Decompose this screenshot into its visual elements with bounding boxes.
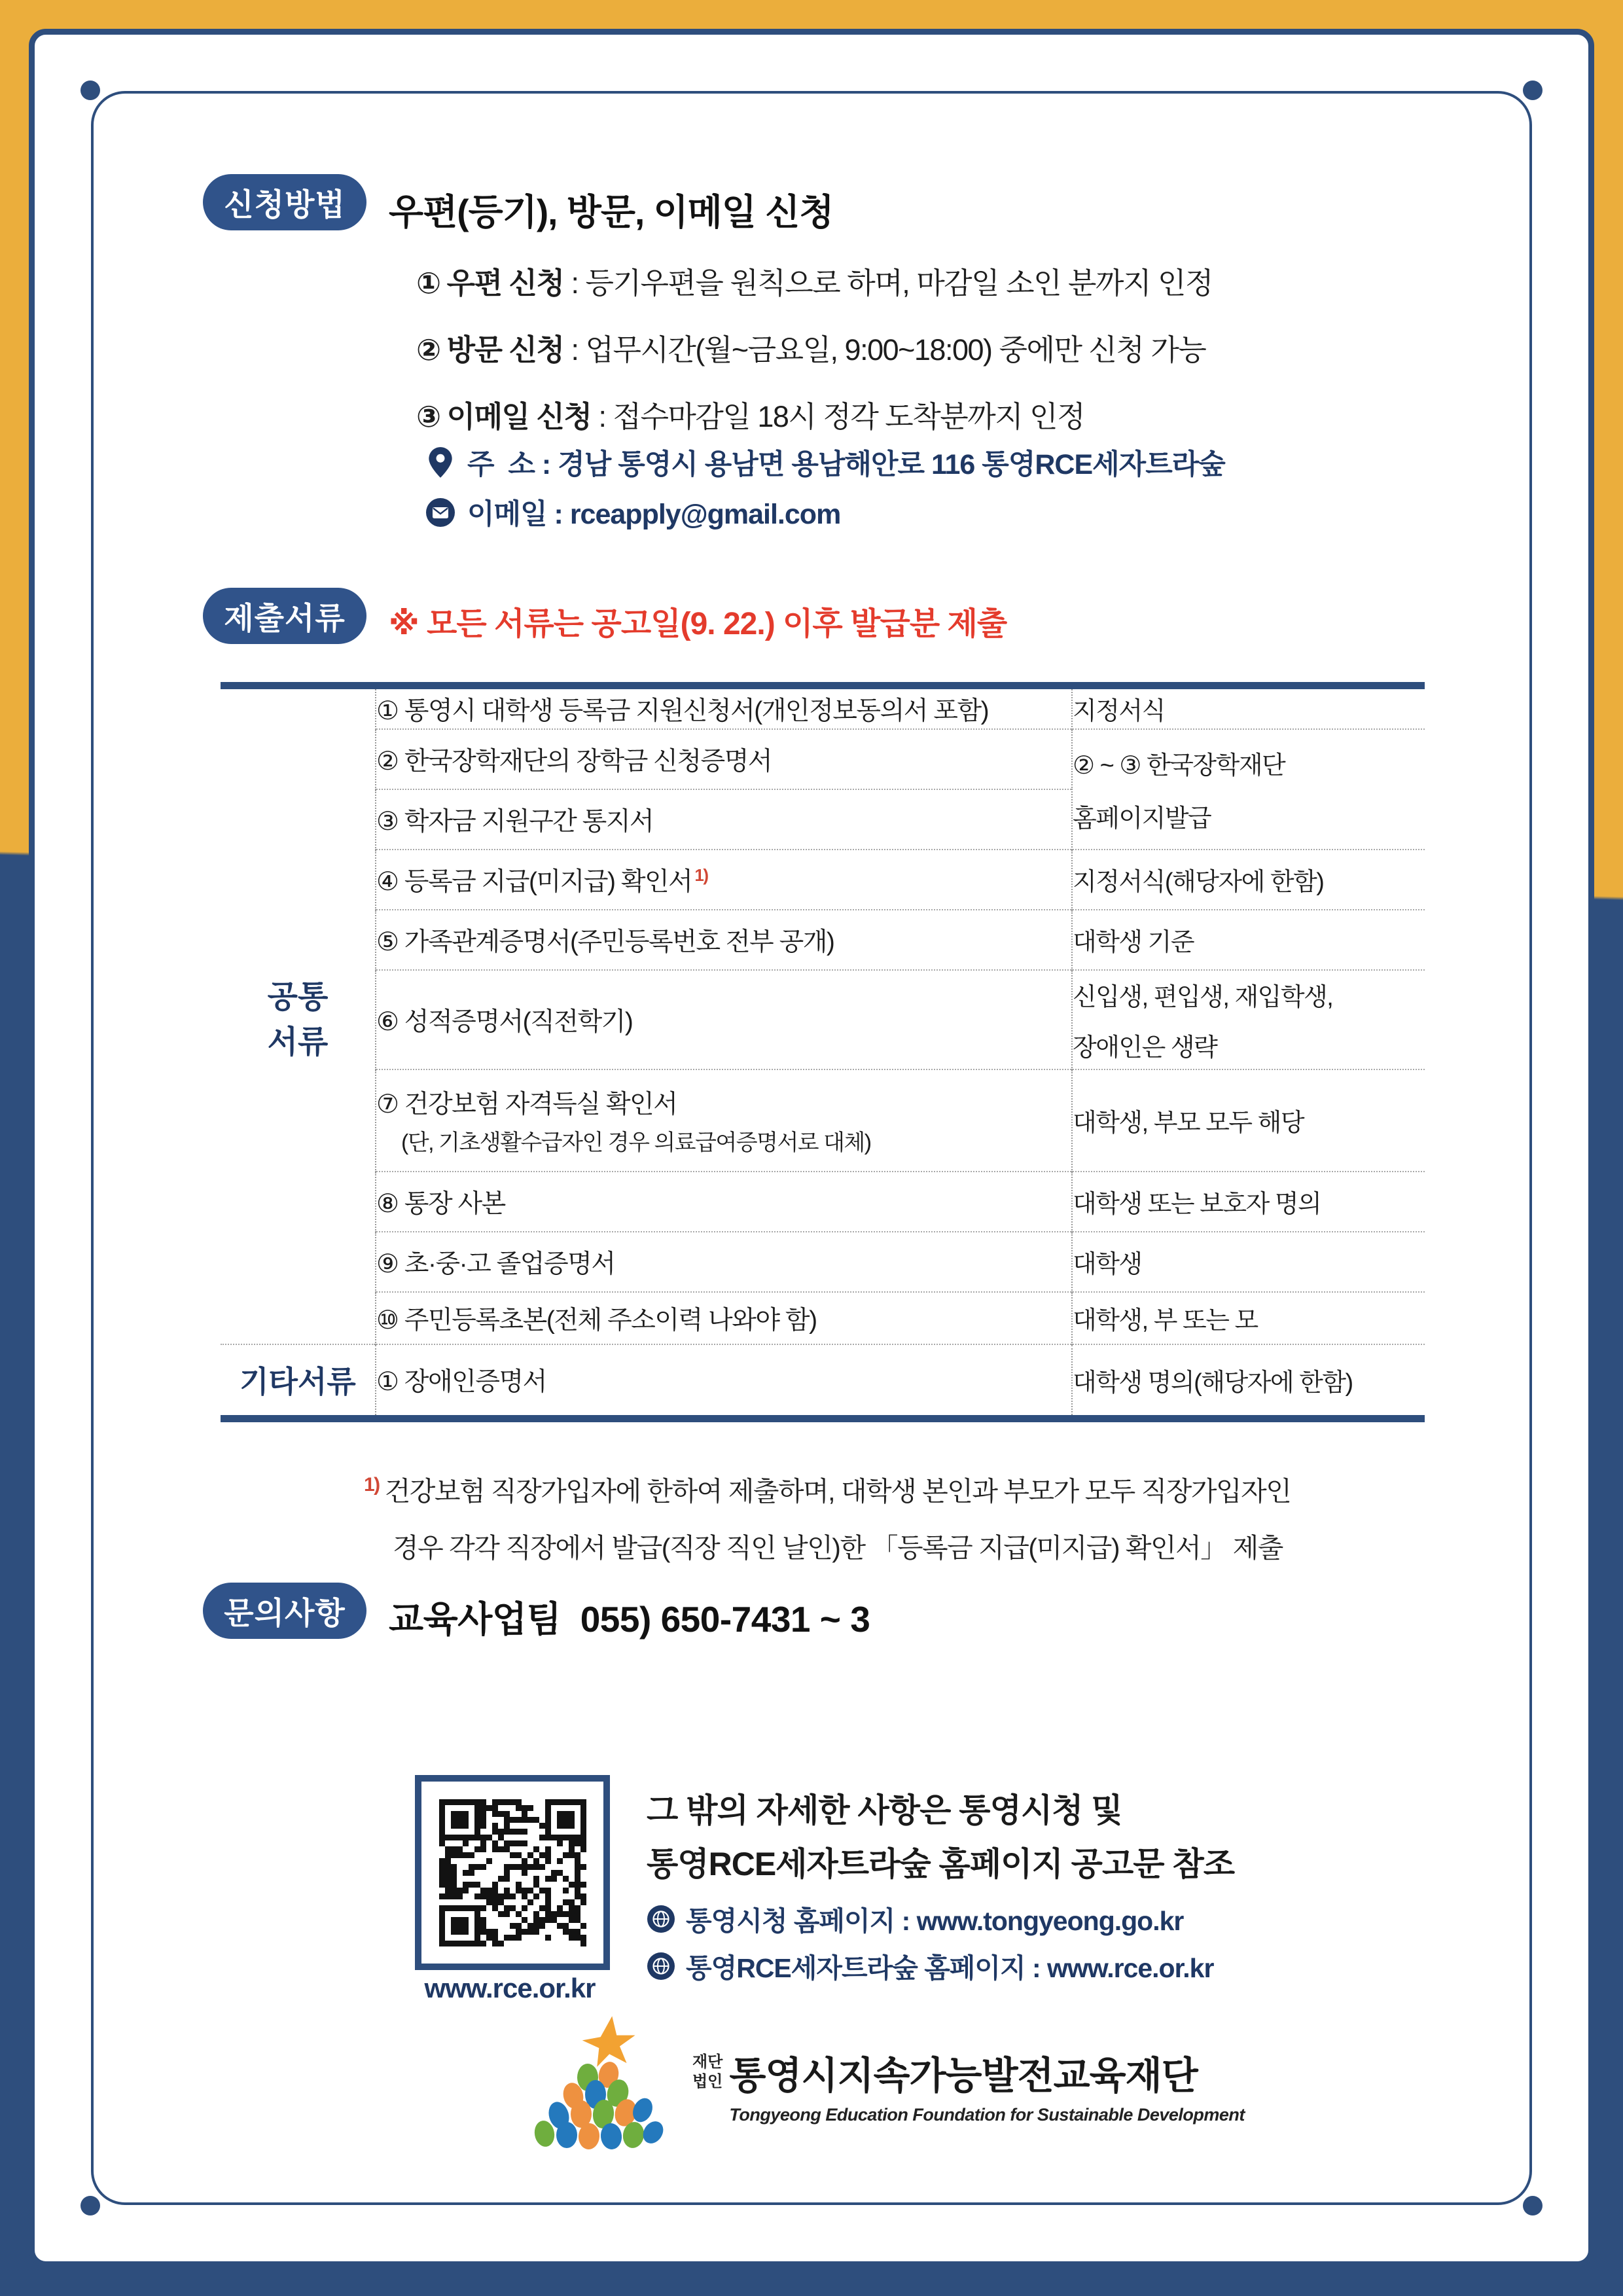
other-docs-label: 기타서류 xyxy=(221,1344,376,1419)
table-row xyxy=(221,1232,1425,1292)
homepage-link-label[interactable]: 통영시청 홈페이지 : www.tongyeong.go.kr xyxy=(686,1906,1184,1936)
item-label: 우편 신청 xyxy=(446,266,564,300)
doc-cell: ⑩ 주민등록초본(전체 주소이력 나와야 함) xyxy=(376,1292,1072,1344)
table-row xyxy=(221,686,1425,729)
note-cell: 대학생 또는 보호자 명의 xyxy=(1072,1172,1425,1232)
item-desc: 등기우편을 원칙으로 하며, 마감일 소인 분까지 인정 xyxy=(585,266,1213,300)
table-row xyxy=(221,729,1425,789)
table-row xyxy=(221,910,1425,970)
foundation-logo xyxy=(504,2015,1245,2152)
documents-notice: ※ 모든 서류는 공고일(9. 22.) 이후 발급분 제출 xyxy=(389,607,1007,641)
location-pin-icon xyxy=(425,446,455,480)
apply-item-visit xyxy=(416,326,1205,368)
note-cell: 대학생 xyxy=(1072,1232,1425,1292)
item-label: 이메일 신청 xyxy=(446,400,592,433)
note-cell: 대학생 명의(해당자에 한함) xyxy=(1072,1344,1425,1419)
org-name-english: Tongyeong Education Foundation for Sustainable Development xyxy=(729,2105,1245,2125)
apply-method-title: 우편(등기), 방문, 이메일 신청 xyxy=(389,192,834,232)
corner-dot xyxy=(80,2196,100,2215)
address-row xyxy=(425,442,1225,482)
doc-cell: ④ 등록금 지급(미지급) 확인서 $^{1)}$ xyxy=(376,850,1072,910)
note-cell: ② ~ ③ 한국장학재단 홈페이지발급 xyxy=(1072,729,1425,850)
qr-code xyxy=(415,1775,610,1970)
note-cell: 대학생 기준 xyxy=(1072,910,1425,970)
homepage-link-tongyeong[interactable] xyxy=(647,1899,1183,1938)
item-number: ① xyxy=(416,266,440,300)
corner-dot xyxy=(1523,81,1543,100)
doc-cell: ⑧ 통장 사본 xyxy=(376,1172,1072,1232)
item-separator: : xyxy=(591,400,613,433)
item-number: ② xyxy=(416,333,440,367)
globe-icon xyxy=(647,1905,675,1933)
homepage-link-label[interactable]: 통영RCE세자트라숲 홈페이지 : www.rce.or.kr xyxy=(686,1953,1214,1983)
note-cell: 지정서식(해당자에 한함) xyxy=(1072,850,1425,910)
foundation-logo-mark xyxy=(504,2015,681,2152)
item-separator: : xyxy=(563,333,586,367)
table-footnote: $^{1)}$ 건강보험 직장가입자에 한하여 제출하며, 대학생 본인과 부모가 모두 직장가입자인 경우 각각 직장에서 발급(직장 직인 날인)한 「등록금 지급(미지급) 확인서」 제출 xyxy=(364,1474,1291,1563)
apply-item-email xyxy=(416,393,1084,435)
table-row xyxy=(221,850,1425,910)
doc-cell: ② 한국장학재단의 장학금 신청증명서 xyxy=(376,729,1072,789)
address-text: 주 소 : 경남 통영시 용남면 용남해안로 116 통영RCE세자트라숲 xyxy=(467,449,1225,480)
more-info-line2: 통영RCE세자트라숲 홈페이지 공고문 참조 xyxy=(647,1846,1235,1882)
doc-cell: ⑨ 초·중·고 졸업증명서 xyxy=(376,1232,1072,1292)
table-row xyxy=(221,1069,1425,1172)
item-number: ③ xyxy=(416,400,440,433)
corner-dot xyxy=(1523,2196,1543,2215)
inquiry-contact: 교육사업팀 055) 650-7431 ~ 3 xyxy=(389,1599,870,1640)
item-desc: 업무시간(월~금요일, 9:00~18:00) 중에만 신청 가능 xyxy=(585,333,1206,367)
doc-cell: ⑥ 성적증명서(직전학기) xyxy=(376,970,1072,1069)
item-label: 방문 신청 xyxy=(446,333,564,367)
doc-cell: ③ 학자금 지원구간 통지서 xyxy=(376,789,1072,850)
table-row-other-docs xyxy=(221,1344,1425,1419)
table-row xyxy=(221,1172,1425,1232)
qr-pattern xyxy=(439,1799,586,1946)
footnote-marker: 1) xyxy=(694,865,708,885)
more-info-line1: 그 밖의 자세한 사항은 통영시청 및 xyxy=(647,1792,1122,1829)
documents-table xyxy=(221,682,1425,1422)
note-cell: 대학생, 부모 모두 해당 xyxy=(1072,1069,1425,1172)
globe-icon xyxy=(647,1952,675,1981)
note-cell: 대학생, 부 또는 모 xyxy=(1072,1292,1425,1344)
qr-caption: www.rce.or.kr xyxy=(424,1973,596,2003)
item-desc: 접수마감일 18시 정각 도착분까지 인정 xyxy=(613,400,1085,433)
org-prefix: 재단 법인 xyxy=(692,2053,723,2090)
doc-cell: ⑤ 가족관계증명서(주민등록번호 전부 공개) xyxy=(376,910,1072,970)
common-docs-label: 공통 서류 xyxy=(267,979,329,1060)
email-text: 이메일 : rceapply@gmail.com xyxy=(467,499,841,530)
mail-icon xyxy=(425,497,455,528)
corner-dot xyxy=(80,81,100,100)
section-badge-inquiry: 문의사항 xyxy=(203,1583,366,1639)
doc-cell: ① 통영시 대학생 등록금 지원신청서(개인정보동의서 포함) xyxy=(376,686,1072,729)
note-cell: 지정서식 xyxy=(1072,686,1425,729)
section-badge-apply-method: 신청방법 xyxy=(203,174,366,230)
table-row xyxy=(221,970,1425,1069)
homepage-link-rce[interactable] xyxy=(647,1946,1213,1985)
section-badge-documents: 제출서류 xyxy=(203,588,366,644)
doc-cell: ① 장애인증명서 xyxy=(376,1344,1072,1419)
item-separator: : xyxy=(563,266,586,300)
apply-item-mail xyxy=(416,259,1213,302)
footnote-marker: 1) xyxy=(364,1474,380,1496)
table-row xyxy=(221,1292,1425,1344)
org-name: 통영시지속가능발전교육재단 xyxy=(729,2054,1198,2097)
doc-cell: ⑦ 건강보험 자격득실 확인서 (단, 기초생활수급자인 경우 의료급여증명서로 대체) xyxy=(376,1069,1072,1172)
note-cell: 신입생, 편입생, 재입학생, 장애인은 생략 xyxy=(1072,970,1425,1069)
email-row xyxy=(425,492,840,532)
